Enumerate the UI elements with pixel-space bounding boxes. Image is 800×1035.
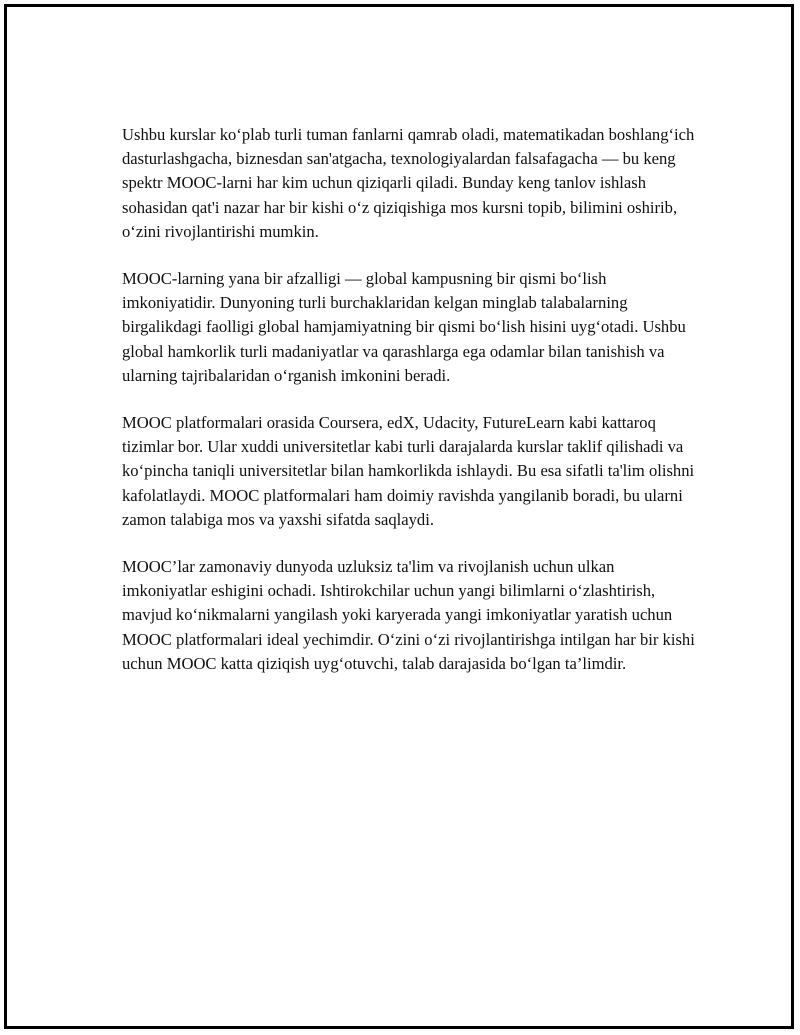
- paragraph-2: MOOC-larning yana bir afzalligi — global kampusning bir qismi bo‘lish imkoniyatidir. Dunyoning turli burchaklaridan kelgan minglab talabalarning birgalikdagi faolligi global hamjamiyatning bir qismi bo‘lish hisini uyg‘otadi. Ushbu global hamkorlik turli madaniyatlar va qarashlarga ega odamlar bilan tanishish va ularning tajribalaridan o‘rganish imkonini beradi.: [122, 269, 686, 385]
- paragraph-1: Ushbu kurslar ko‘plab turli tuman fanlarni qamrab oladi, matematikadan boshlang‘ich dasturlashgacha, biznesdan san'atgacha, texnologiyalardan falsafagacha — bu keng spektr MOOC-larni har kim uchun qiziqarli qiladi. Bunday keng tanlov ishlash sohasidan qat'i nazar har bir kishi o‘z qiziqishiga mos kursni topib, bilimini oshirib, o‘zini rivojlantirishi mumkin.: [122, 125, 695, 241]
- paragraph-4: MOOC’lar zamonaviy dunyoda uzluksiz ta'lim va rivojlanish uchun ulkan imkoniyatlar eshigini ochadi. Ishtirokchilar uchun yangi bilimlarni o‘zlashtirish, mavjud ko‘nikmalarni yangilash yoki karyerada yangi imkoniyatlar yaratish uchun MOOC platformalari ideal yechimdir. O‘zini o‘zi rivojlantirishga intilgan har bir kishi uchun MOOC katta qiziqish uyg‘otuvchi, talab darajasida bo‘lgan ta’limdir.: [122, 557, 695, 673]
- page-border: [4, 4, 794, 1029]
- document-body: [122, 123, 702, 699]
- paragraph-3: MOOC platformalari orasida Coursera, edX, Udacity, FutureLearn kabi kattaroq tizimlar bor. Ular xuddi universitetlar kabi turli darajalarda kurslar taklif qilishadi va ko‘pincha taniqli universitetlar bilan hamkorlikda ishlaydi. Bu esa sifatli ta'lim olishni kafolatlaydi. MOOC platformalari ham doimiy ravishda yangilanib boradi, bu ularni zamon talabiga mos va yaxshi sifatda saqlaydi.: [122, 413, 695, 529]
